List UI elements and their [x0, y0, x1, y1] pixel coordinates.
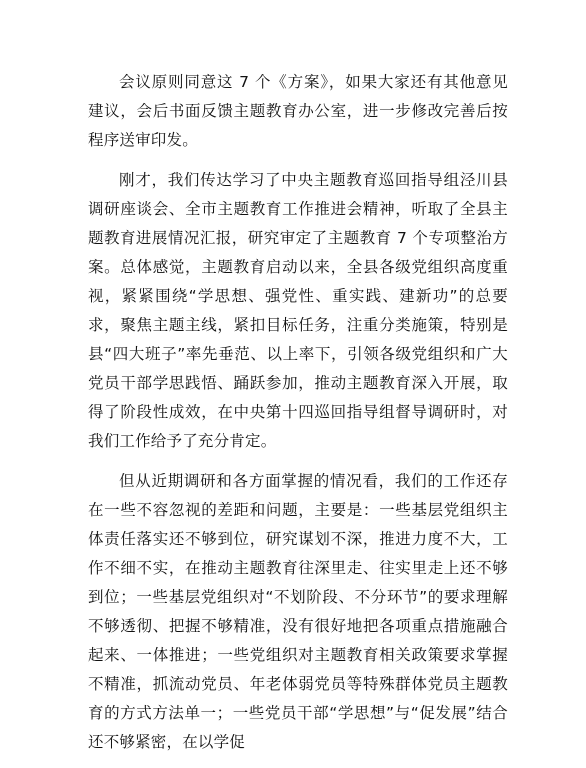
paragraph-3: 但从近期调研和各方面掌握的情况看，我们的工作还存在一些不容忽视的差距和问题，主要是：一些基层党组织主体责任落实还不够到位，研究谋划不深，推进力度不大，工作不细不实，在推动主题教育往深里走、往实里走上还不够到位；一些基层党组织对“不划阶段、不分环节”的要求理解不够透彻、把握不够精准，没有很好地把各项重点措施融合起来、一体推进；一些党组织对主题教育相关政策要求掌握不精准，抓流动党员、年老体弱党员等特殊群体党员主题教育的方式方法单一；一些党员干部“学思想”与“促发展”结合还不够紧密，在以学促: [88, 472, 508, 751]
paragraph-1: 会议原则同意这 7 个《方案》，如果大家还有其他意见建议，会后书面反馈主题教育办公室，进一步修改完善后按程序送审印发。: [88, 73, 508, 149]
document-body: [88, 68, 508, 768]
paragraph-2: 刚才，我们传达学习了中央主题教育巡回指导组泾川县调研座谈会、全市主题教育工作推进会精神，听取了全县主题教育进展情况汇报，研究审定了主题教育 7 个专项整治方案。总体感觉，主题教育启动以来，全县各级党组织高度重视，紧紧围绕“学思想、强党性、重实践、建新功”的总要求，聚焦主题主线，紧扣目标任务，注重分类施策，特别是县“四大班子”率先垂范、以上率下，引领各级党组织和广大党员干部学思践悟、踊跃参加，推动主题教育深入开展，取得了阶段性成效，在中央第十四巡回指导组督导调研时，对我们工作给予了充分肯定。: [88, 171, 508, 450]
